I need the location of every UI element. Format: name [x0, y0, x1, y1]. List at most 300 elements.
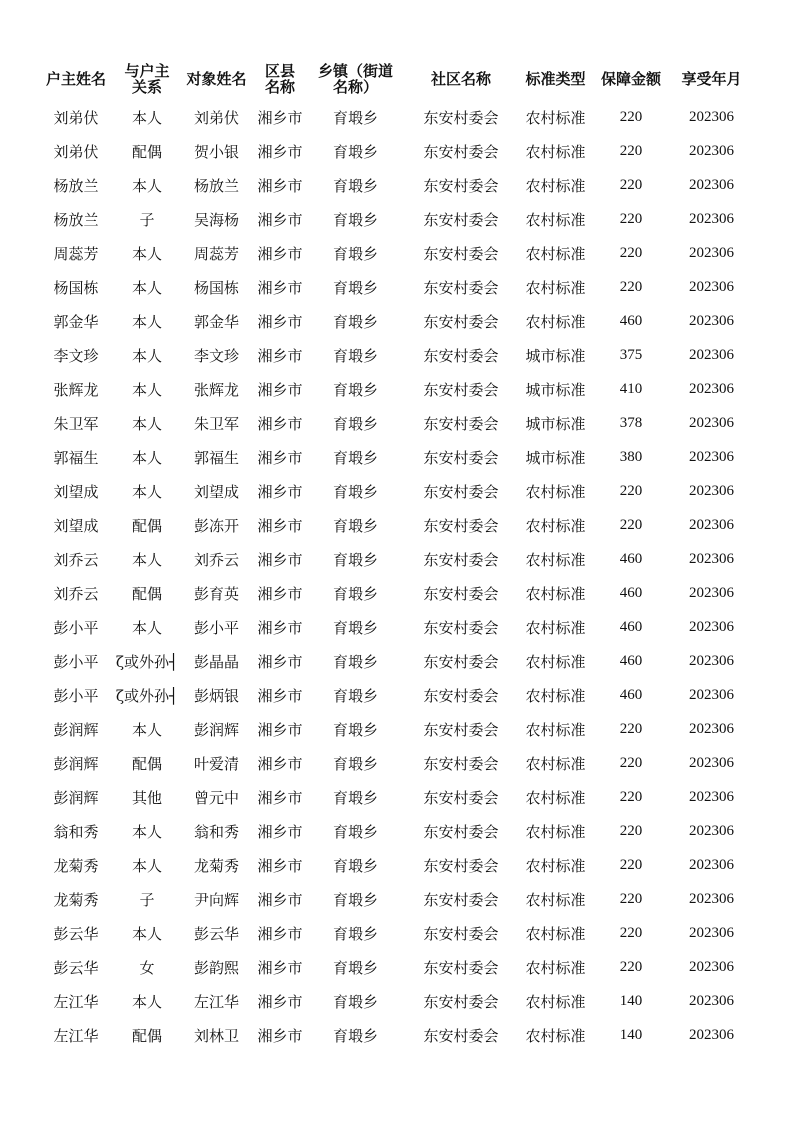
benefit-amount-cell: 220: [619, 890, 643, 907]
relation-to-head-cell: 本人: [131, 924, 162, 943]
benefit-month-cell: 202306: [689, 414, 734, 431]
header-label-line: 对象姓名: [186, 71, 247, 87]
benefit-amount-cell: 460: [619, 312, 643, 329]
township-name-cell: 育塅乡: [332, 856, 378, 875]
standard-type-cell: 农村标准: [525, 584, 586, 603]
table-row: [40, 950, 752, 984]
benefit-month-cell: 202306: [689, 108, 734, 125]
header-label-line: 区县: [264, 63, 295, 80]
table-row: [40, 678, 752, 712]
county-name-cell: 湘乡市: [257, 448, 303, 467]
table-row: [40, 474, 752, 508]
recipient-name-cell: 彭炳银: [193, 686, 239, 705]
benefit-amount-cell: 220: [619, 108, 643, 125]
relation-to-head-cell: 本人: [131, 380, 162, 399]
standard-type-cell: 农村标准: [525, 516, 586, 535]
relation-to-head-cell: 本人: [131, 244, 162, 263]
standard-type-cell: 农村标准: [525, 788, 586, 807]
community-name-cell: 东安村委会: [423, 142, 499, 161]
header-household-head-name: [40, 71, 112, 87]
recipient-name-cell: 彭润辉: [193, 720, 239, 739]
community-name-cell: 东安村委会: [423, 1026, 499, 1045]
standard-type-cell: 农村标准: [525, 958, 586, 977]
household-head-name-cell: 彭小平: [53, 618, 99, 637]
community-name-cell: 东安村委会: [423, 516, 499, 535]
header-benefit-amount: [591, 71, 671, 87]
community-name-cell: 东安村委会: [423, 584, 499, 603]
community-name-cell: 东安村委会: [423, 652, 499, 671]
relation-to-head-cell: 女: [139, 958, 155, 977]
relation-to-head-cell: 本人: [131, 550, 162, 569]
header-township-name: [309, 63, 402, 95]
township-name-cell: 育塅乡: [332, 448, 378, 467]
relation-to-head-cell: 配偶: [131, 754, 162, 773]
household-head-name-cell: 周蕊芳: [53, 244, 99, 263]
benefit-month-cell: 202306: [689, 244, 734, 261]
community-name-cell: 东安村委会: [423, 312, 499, 331]
benefit-amount-cell: 410: [619, 380, 643, 397]
header-recipient-name: [182, 71, 251, 87]
community-name-cell: 东安村委会: [423, 244, 499, 263]
township-name-cell: 育塅乡: [332, 346, 378, 365]
table-header-row: [40, 58, 752, 100]
township-name-cell: 育塅乡: [332, 584, 378, 603]
county-name-cell: 湘乡市: [257, 584, 303, 603]
table-row: [40, 202, 752, 236]
county-name-cell: 湘乡市: [257, 822, 303, 841]
benefit-amount-cell: 220: [619, 720, 643, 737]
household-head-name-cell: 彭润辉: [53, 788, 99, 807]
table-row: [40, 542, 752, 576]
recipient-name-cell: 刘乔云: [193, 550, 239, 569]
table-row: [40, 780, 752, 814]
benefit-month-cell: 202306: [689, 890, 734, 907]
county-name-cell: 湘乡市: [257, 312, 303, 331]
benefit-amount-cell: 375: [619, 346, 643, 363]
community-name-cell: 东安村委会: [423, 890, 499, 909]
household-head-name-cell: 翁和秀: [53, 822, 99, 841]
recipient-name-cell: 彭韵熙: [193, 958, 239, 977]
household-head-name-cell: 左江华: [53, 1026, 99, 1045]
recipient-name-cell: 彭云华: [193, 924, 239, 943]
community-name-cell: 东安村委会: [423, 550, 499, 569]
household-head-name-cell: 杨放兰: [53, 176, 99, 195]
community-name-cell: 东安村委会: [423, 992, 499, 1011]
benefit-month-cell: 202306: [689, 686, 734, 703]
county-name-cell: 湘乡市: [257, 108, 303, 127]
recipient-name-cell: 吴海杨: [193, 210, 239, 229]
table-row: [40, 168, 752, 202]
county-name-cell: 湘乡市: [257, 142, 303, 161]
relation-to-head-cell: 本人: [131, 414, 162, 433]
township-name-cell: 育塅乡: [332, 992, 378, 1011]
standard-type-cell: 农村标准: [525, 244, 586, 263]
community-name-cell: 东安村委会: [423, 448, 499, 467]
township-name-cell: 育塅乡: [332, 108, 378, 127]
township-name-cell: 育塅乡: [332, 958, 378, 977]
household-head-name-cell: 彭云华: [53, 924, 99, 943]
header-label-line: 名称）: [332, 78, 378, 96]
benefit-amount-cell: 220: [619, 482, 643, 499]
county-name-cell: 湘乡市: [257, 652, 303, 671]
relation-to-head-cell: 子: [139, 210, 155, 229]
standard-type-cell: 农村标准: [525, 278, 586, 297]
township-name-cell: 育塅乡: [332, 516, 378, 535]
household-head-name-cell: 李文珍: [53, 346, 99, 365]
community-name-cell: 东安村委会: [423, 618, 499, 637]
recipient-name-cell: 龙菊秀: [193, 856, 239, 875]
household-head-name-cell: 郭福生: [53, 448, 99, 467]
standard-type-cell: 农村标准: [525, 482, 586, 501]
relation-to-head-cell: 配偶: [131, 1026, 162, 1045]
recipient-name-cell: 彭小平: [193, 618, 239, 637]
township-name-cell: 育塅乡: [332, 142, 378, 161]
county-name-cell: 湘乡市: [257, 482, 303, 501]
table-row: [40, 270, 752, 304]
household-head-name-cell: 龙菊秀: [53, 890, 99, 909]
county-name-cell: 湘乡市: [257, 210, 303, 229]
benefit-amount-cell: 220: [619, 244, 643, 261]
household-head-name-cell: 刘弟伏: [53, 108, 99, 127]
benefit-amount-cell: 220: [619, 754, 643, 771]
benefit-month-cell: 202306: [689, 176, 734, 193]
recipient-name-cell: 刘望成: [193, 482, 239, 501]
community-name-cell: 东安村委会: [423, 720, 499, 739]
township-name-cell: 育塅乡: [332, 210, 378, 229]
community-name-cell: 东安村委会: [423, 924, 499, 943]
table-row: [40, 984, 752, 1018]
standard-type-cell: 农村标准: [525, 176, 586, 195]
benefit-amount-cell: 220: [619, 958, 643, 975]
household-head-name-cell: 刘弟伏: [53, 142, 99, 161]
standard-type-cell: 农村标准: [525, 924, 586, 943]
recipient-name-cell: 周蕊芳: [193, 244, 239, 263]
benefit-month-cell: 202306: [689, 210, 734, 227]
benefit-amount-cell: 460: [619, 618, 643, 635]
benefit-month-cell: 202306: [689, 992, 734, 1009]
community-name-cell: 东安村委会: [423, 482, 499, 501]
benefit-amount-cell: 220: [619, 788, 643, 805]
standard-type-cell: 农村标准: [525, 720, 586, 739]
header-label-line: 户主姓名: [45, 71, 106, 87]
standard-type-cell: 农村标准: [525, 1026, 586, 1045]
community-name-cell: 东安村委会: [423, 380, 499, 399]
table-row: [40, 372, 752, 406]
header-label-line: 名称: [264, 78, 295, 95]
table-row: [40, 916, 752, 950]
county-name-cell: 湘乡市: [257, 720, 303, 739]
recipient-name-cell: 曾元中: [193, 788, 239, 807]
recipient-name-cell: 刘弟伏: [193, 108, 239, 127]
household-head-name-cell: 朱卫军: [53, 414, 99, 433]
table-row: [40, 406, 752, 440]
recipient-name-cell: 左江华: [193, 992, 239, 1011]
county-name-cell: 湘乡市: [257, 958, 303, 977]
community-name-cell: 东安村委会: [423, 788, 499, 807]
standard-type-cell: 农村标准: [525, 856, 586, 875]
benefit-month-cell: 202306: [689, 924, 734, 941]
township-name-cell: 育塅乡: [332, 380, 378, 399]
recipient-name-cell: 尹向辉: [193, 890, 239, 909]
standard-type-cell: 城市标准: [525, 380, 586, 399]
community-name-cell: 东安村委会: [423, 346, 499, 365]
relation-to-head-cell: ζ或外孙┤: [115, 652, 179, 671]
recipient-name-cell: 李文珍: [193, 346, 239, 365]
standard-type-cell: 农村标准: [525, 686, 586, 705]
table-row: [40, 338, 752, 372]
recipient-name-cell: 叶爱清: [193, 754, 239, 773]
recipient-name-cell: 刘林卫: [193, 1026, 239, 1045]
township-name-cell: 育塅乡: [332, 652, 378, 671]
standard-type-cell: 城市标准: [525, 448, 586, 467]
benefit-month-cell: 202306: [689, 448, 734, 465]
township-name-cell: 育塅乡: [332, 176, 378, 195]
household-head-name-cell: 彭小平: [53, 652, 99, 671]
table-row: [40, 508, 752, 542]
standard-type-cell: 农村标准: [525, 754, 586, 773]
header-benefit-month: [671, 71, 752, 87]
benefit-amount-cell: 140: [619, 1026, 643, 1043]
benefit-month-cell: 202306: [689, 584, 734, 601]
table-row: [40, 134, 752, 168]
benefit-amount-cell: 460: [619, 652, 643, 669]
county-name-cell: 湘乡市: [257, 890, 303, 909]
recipient-name-cell: 彭晶晶: [193, 652, 239, 671]
township-name-cell: 育塅乡: [332, 788, 378, 807]
header-relation-to-head: [112, 63, 182, 95]
benefit-amount-cell: 220: [619, 210, 643, 227]
township-name-cell: 育塅乡: [332, 754, 378, 773]
relation-to-head-cell: 配偶: [131, 142, 162, 161]
benefit-month-cell: 202306: [689, 142, 734, 159]
county-name-cell: 湘乡市: [257, 788, 303, 807]
benefit-amount-cell: 460: [619, 686, 643, 703]
benefit-month-cell: 202306: [689, 482, 734, 499]
county-name-cell: 湘乡市: [257, 924, 303, 943]
household-head-name-cell: 龙菊秀: [53, 856, 99, 875]
benefit-amount-cell: 378: [619, 414, 643, 431]
township-name-cell: 育塅乡: [332, 278, 378, 297]
township-name-cell: 育塅乡: [332, 1026, 378, 1045]
recipient-name-cell: 杨放兰: [193, 176, 239, 195]
community-name-cell: 东安村委会: [423, 822, 499, 841]
table-row: [40, 882, 752, 916]
household-head-name-cell: 彭云华: [53, 958, 99, 977]
table-row: [40, 848, 752, 882]
benefit-month-cell: 202306: [689, 754, 734, 771]
relation-to-head-cell: 子: [139, 890, 155, 909]
header-label-line: 社区名称: [430, 71, 491, 87]
benefit-month-cell: 202306: [689, 822, 734, 839]
table-row: [40, 440, 752, 474]
relation-to-head-cell: 本人: [131, 176, 162, 195]
relation-to-head-cell: 本人: [131, 822, 162, 841]
benefit-amount-cell: 220: [619, 924, 643, 941]
header-label-line: 享受年月: [681, 71, 742, 87]
table-row: [40, 610, 752, 644]
relation-to-head-cell: 本人: [131, 278, 162, 297]
standard-type-cell: 农村标准: [525, 210, 586, 229]
header-label-line: 保障金额: [600, 71, 661, 87]
benefit-amount-cell: 220: [619, 856, 643, 873]
township-name-cell: 育塅乡: [332, 414, 378, 433]
table-row: [40, 100, 752, 134]
relation-to-head-cell: 本人: [131, 448, 162, 467]
county-name-cell: 湘乡市: [257, 244, 303, 263]
header-label-line: 与户主: [124, 63, 170, 80]
household-head-name-cell: 刘望成: [53, 482, 99, 501]
recipient-name-cell: 彭冻开: [193, 516, 239, 535]
household-head-name-cell: 郭金华: [53, 312, 99, 331]
relation-to-head-cell: 配偶: [131, 584, 162, 603]
household-head-name-cell: 杨国栋: [53, 278, 99, 297]
benefit-month-cell: 202306: [689, 788, 734, 805]
table-row: [40, 236, 752, 270]
standard-type-cell: 城市标准: [525, 414, 586, 433]
benefit-month-cell: 202306: [689, 278, 734, 295]
relation-to-head-cell: ζ或外孙┤: [115, 686, 179, 705]
standard-type-cell: 农村标准: [525, 890, 586, 909]
standard-type-cell: 农村标准: [525, 142, 586, 161]
county-name-cell: 湘乡市: [257, 550, 303, 569]
benefit-month-cell: 202306: [689, 516, 734, 533]
header-standard-type: [520, 71, 591, 87]
benefit-month-cell: 202306: [689, 346, 734, 363]
relation-to-head-cell: 本人: [131, 482, 162, 501]
relation-to-head-cell: 本人: [131, 856, 162, 875]
household-head-name-cell: 杨放兰: [53, 210, 99, 229]
recipient-name-cell: 贺小银: [193, 142, 239, 161]
community-name-cell: 东安村委会: [423, 210, 499, 229]
county-name-cell: 湘乡市: [257, 346, 303, 365]
township-name-cell: 育塅乡: [332, 890, 378, 909]
benefit-amount-cell: 220: [619, 176, 643, 193]
benefit-month-cell: 202306: [689, 380, 734, 397]
standard-type-cell: 农村标准: [525, 312, 586, 331]
county-name-cell: 湘乡市: [257, 856, 303, 875]
township-name-cell: 育塅乡: [332, 482, 378, 501]
benefit-month-cell: 202306: [689, 312, 734, 329]
county-name-cell: 湘乡市: [257, 686, 303, 705]
county-name-cell: 湘乡市: [257, 176, 303, 195]
standard-type-cell: 农村标准: [525, 618, 586, 637]
table-row: [40, 814, 752, 848]
relation-to-head-cell: 本人: [131, 618, 162, 637]
community-name-cell: 东安村委会: [423, 278, 499, 297]
community-name-cell: 东安村委会: [423, 108, 499, 127]
table-row: [40, 576, 752, 610]
recipient-name-cell: 彭育英: [193, 584, 239, 603]
benefit-month-cell: 202306: [689, 856, 734, 873]
county-name-cell: 湘乡市: [257, 618, 303, 637]
recipient-name-cell: 张辉龙: [193, 380, 239, 399]
relation-to-head-cell: 本人: [131, 346, 162, 365]
benefit-month-cell: 202306: [689, 720, 734, 737]
benefit-month-cell: 202306: [689, 550, 734, 567]
benefit-amount-cell: 220: [619, 516, 643, 533]
relation-to-head-cell: 本人: [131, 720, 162, 739]
household-head-name-cell: 彭润辉: [53, 754, 99, 773]
standard-type-cell: 农村标准: [525, 550, 586, 569]
household-head-name-cell: 左江华: [53, 992, 99, 1011]
benefit-amount-cell: 220: [619, 142, 643, 159]
household-head-name-cell: 刘乔云: [53, 584, 99, 603]
community-name-cell: 东安村委会: [423, 754, 499, 773]
benefit-amount-cell: 220: [619, 278, 643, 295]
standard-type-cell: 农村标准: [525, 652, 586, 671]
standard-type-cell: 农村标准: [525, 822, 586, 841]
household-head-name-cell: 彭小平: [53, 686, 99, 705]
county-name-cell: 湘乡市: [257, 414, 303, 433]
household-head-name-cell: 张辉龙: [53, 380, 99, 399]
relation-to-head-cell: 本人: [131, 108, 162, 127]
benefit-month-cell: 202306: [689, 652, 734, 669]
table-row: [40, 644, 752, 678]
benefit-amount-cell: 380: [619, 448, 643, 465]
township-name-cell: 育塅乡: [332, 822, 378, 841]
header-label-line: 乡镇（街道: [317, 62, 393, 80]
household-head-name-cell: 彭润辉: [53, 720, 99, 739]
household-head-name-cell: 刘乔云: [53, 550, 99, 569]
township-name-cell: 育塅乡: [332, 686, 378, 705]
benefit-amount-cell: 460: [619, 550, 643, 567]
township-name-cell: 育塅乡: [332, 924, 378, 943]
benefit-amount-cell: 220: [619, 822, 643, 839]
township-name-cell: 育塅乡: [332, 312, 378, 331]
township-name-cell: 育塅乡: [332, 618, 378, 637]
recipient-name-cell: 郭福生: [193, 448, 239, 467]
header-county-name: [251, 63, 309, 95]
standard-type-cell: 农村标准: [525, 992, 586, 1011]
township-name-cell: 育塅乡: [332, 720, 378, 739]
standard-type-cell: 城市标准: [525, 346, 586, 365]
relation-to-head-cell: 其他: [131, 788, 162, 807]
benefit-amount-cell: 140: [619, 992, 643, 1009]
community-name-cell: 东安村委会: [423, 414, 499, 433]
community-name-cell: 东安村委会: [423, 176, 499, 195]
county-name-cell: 湘乡市: [257, 278, 303, 297]
township-name-cell: 育塅乡: [332, 244, 378, 263]
county-name-cell: 湘乡市: [257, 380, 303, 399]
benefit-amount-cell: 460: [619, 584, 643, 601]
relation-to-head-cell: 配偶: [131, 516, 162, 535]
standard-type-cell: 农村标准: [525, 108, 586, 127]
header-community-name: [402, 71, 520, 87]
benefit-month-cell: 202306: [689, 1026, 734, 1043]
township-name-cell: 育塅乡: [332, 550, 378, 569]
county-name-cell: 湘乡市: [257, 1026, 303, 1045]
household-head-name-cell: 刘望成: [53, 516, 99, 535]
benefit-month-cell: 202306: [689, 618, 734, 635]
recipient-name-cell: 郭金华: [193, 312, 239, 331]
community-name-cell: 东安村委会: [423, 686, 499, 705]
header-label-line: 标准类型: [525, 71, 586, 87]
community-name-cell: 东安村委会: [423, 958, 499, 977]
assistance-table: [40, 58, 752, 1052]
table-row: [40, 304, 752, 338]
table-body: [40, 100, 752, 1052]
recipient-name-cell: 翁和秀: [193, 822, 239, 841]
recipient-name-cell: 朱卫军: [193, 414, 239, 433]
header-label-line: 关系: [131, 78, 162, 95]
relation-to-head-cell: 本人: [131, 312, 162, 331]
county-name-cell: 湘乡市: [257, 992, 303, 1011]
relation-to-head-cell: 本人: [131, 992, 162, 1011]
community-name-cell: 东安村委会: [423, 856, 499, 875]
recipient-name-cell: 杨国栋: [193, 278, 239, 297]
table-row: [40, 712, 752, 746]
benefit-month-cell: 202306: [689, 958, 734, 975]
